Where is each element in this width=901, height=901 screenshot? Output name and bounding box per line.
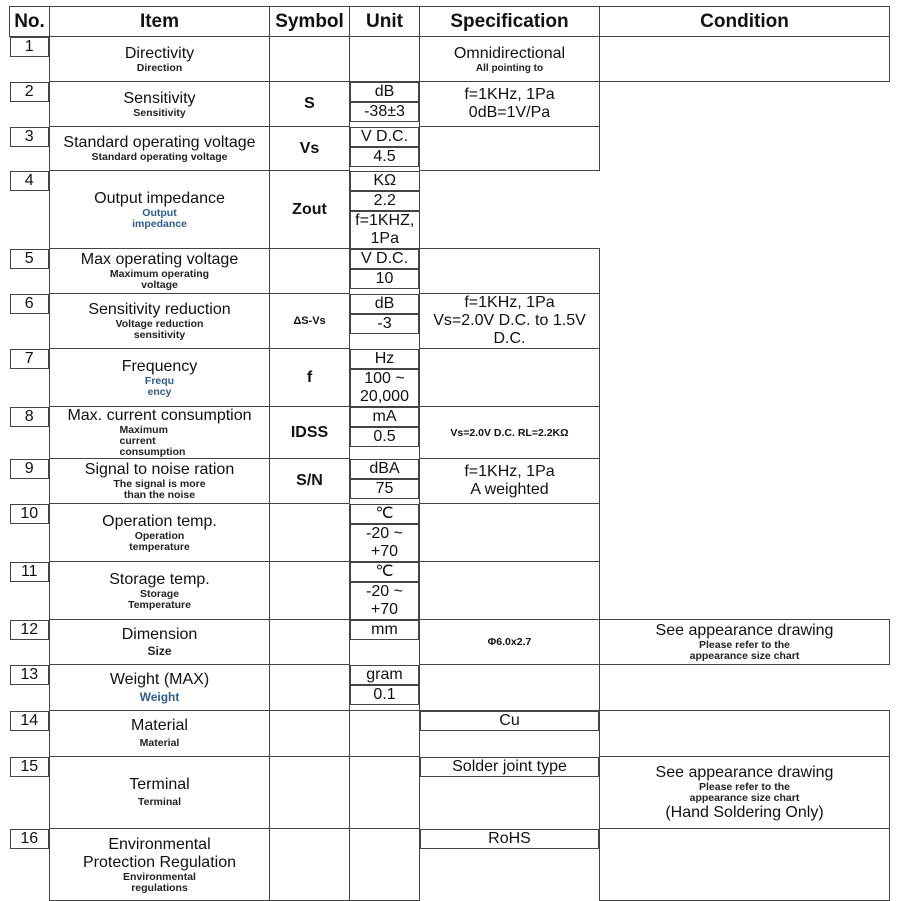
item-cell <box>50 459 270 504</box>
item-label: Sensitivity <box>123 89 196 107</box>
symbol-cell <box>270 504 350 562</box>
symbol-cell: f <box>270 349 350 407</box>
spec-cell: 100 ~ 20,000 <box>350 369 419 407</box>
condition-line-2: (Hand Soldering Only) <box>665 803 824 821</box>
condition-line-2: A weighted <box>470 481 549 498</box>
unit-cell: dB <box>350 82 419 102</box>
item-sub-label: Sensitivity <box>133 106 186 119</box>
condition-sub-label: Please refer to the appearance size chart <box>689 780 800 804</box>
item-label: Frequency <box>121 357 198 375</box>
item-label: Signal to noise ration <box>84 461 235 478</box>
table-row <box>10 562 890 620</box>
unit-cell: V D.C. <box>350 249 419 269</box>
symbol-cell: Zout <box>270 171 350 249</box>
item-sub-label: Direction <box>136 61 183 74</box>
condition-cell <box>600 757 890 829</box>
row-no: 3 <box>10 127 50 147</box>
item-sub-label: Weight <box>139 689 180 704</box>
condition-cell <box>420 665 600 711</box>
item-label: Directivity <box>124 44 195 62</box>
condition-cell <box>420 294 600 349</box>
item-label: Storage temp. <box>109 570 210 588</box>
condition-cell <box>420 349 600 407</box>
unit-cell: mm <box>350 620 419 640</box>
item-sub-label: Environmental regulations <box>123 870 196 894</box>
item-sub-label: Frequ ency <box>144 374 175 398</box>
spec-cell: RoHS <box>420 829 599 849</box>
item-sub-label: Output impedance <box>132 206 187 230</box>
symbol-cell <box>270 829 350 901</box>
specification-table <box>9 6 890 901</box>
item-cell <box>50 620 270 665</box>
condition-cell <box>420 249 600 294</box>
condition-cell <box>420 127 600 171</box>
item-cell <box>50 294 270 349</box>
header-specification: Specification <box>420 7 600 37</box>
table-row <box>10 620 890 665</box>
item-sub-label: Material <box>139 736 180 749</box>
item-label: Max. current consumption <box>67 407 252 424</box>
item-cell <box>50 504 270 562</box>
symbol-cell: Vs <box>270 127 350 171</box>
condition-sub-label: Please refer to the appearance size chart <box>689 639 800 662</box>
table-row <box>10 171 890 249</box>
item-cell <box>50 349 270 407</box>
row-no: 14 <box>10 711 50 731</box>
spec-cell: -20 ~ +70 <box>350 582 419 620</box>
item-cell <box>50 665 270 711</box>
spec-cell: 10 <box>350 269 419 289</box>
header-condition: Condition <box>600 7 890 37</box>
item-sub-label: Standard operating voltage <box>91 152 228 163</box>
table-row <box>10 829 890 901</box>
item-cell <box>50 757 270 829</box>
item-cell <box>50 829 270 901</box>
item-cell <box>50 407 270 459</box>
unit-cell: mA <box>350 407 419 427</box>
item-sub-label: Terminal <box>138 795 181 808</box>
symbol-cell <box>270 249 350 294</box>
row-no: 7 <box>10 349 50 369</box>
table-row <box>10 665 890 711</box>
table-row <box>10 407 890 459</box>
item-cell <box>50 82 270 127</box>
item-cell <box>50 171 270 249</box>
symbol-cell <box>270 37 350 82</box>
item-label: Output impedance <box>94 189 225 207</box>
spec-cell: Solder joint type <box>420 757 599 777</box>
unit-cell <box>350 757 420 829</box>
condition-cell <box>420 562 600 620</box>
item-cell <box>50 249 270 294</box>
condition-cell: Vs=2.0V D.C. RL=2.2KΩ <box>420 407 600 459</box>
symbol-cell: S <box>270 82 350 127</box>
table-row <box>10 294 890 349</box>
row-no: 1 <box>10 37 50 57</box>
spec-cell: -38±3 <box>350 102 419 122</box>
condition-line-1: See appearance drawing <box>655 622 834 639</box>
row-no: 12 <box>10 620 50 640</box>
item-label: Operation temp. <box>102 512 217 530</box>
row-no: 2 <box>10 82 50 102</box>
spec-value: Omnidirectional <box>453 44 566 62</box>
symbol-cell: S/N <box>270 459 350 504</box>
table-row <box>10 711 890 757</box>
header-unit: Unit <box>350 7 420 37</box>
condition-cell <box>600 711 890 757</box>
symbol-cell <box>270 757 350 829</box>
condition-cell <box>600 829 890 901</box>
condition-cell <box>420 504 600 562</box>
unit-cell <box>350 37 420 82</box>
table-row <box>10 249 890 294</box>
item-sub-label: Maximum operating voltage <box>109 268 210 291</box>
table-row <box>10 37 890 82</box>
spec-cell: 0.1 <box>350 685 419 705</box>
symbol-cell <box>270 665 350 711</box>
condition-cell <box>420 82 600 127</box>
table-row <box>10 82 890 127</box>
item-label: Sensitivity reduction <box>88 301 231 318</box>
spec-sub-label: All pointing to <box>475 62 544 74</box>
item-cell <box>50 37 270 82</box>
item-label: Max operating voltage <box>80 251 239 268</box>
spec-cell: 2.2 <box>350 191 420 211</box>
item-cell <box>50 711 270 757</box>
row-no: 15 <box>10 757 50 777</box>
row-no: 11 <box>10 562 50 582</box>
item-sub-label: Size <box>147 644 172 658</box>
item-label: Dimension <box>121 626 198 643</box>
item-cell <box>50 127 270 171</box>
spec-cell: 4.5 <box>350 147 419 167</box>
item-sub-label: Voltage reduction sensitivity <box>115 318 204 341</box>
item-sub-label: Operation temperature <box>129 529 190 553</box>
item-sub-label: The signal is more than the noise <box>113 478 206 501</box>
row-no: 9 <box>10 459 50 479</box>
row-no: 4 <box>10 171 50 191</box>
spec-cell: -20 ~ +70 <box>350 524 419 562</box>
row-no: 5 <box>10 249 50 269</box>
spec-cell: -3 <box>350 314 419 334</box>
symbol-cell <box>270 620 350 665</box>
item-label: Standard operating voltage <box>63 134 256 151</box>
spec-cell: Cu <box>420 711 599 731</box>
item-label: Terminal <box>129 775 190 793</box>
item-sub-label: Maximum current consumption <box>119 424 186 458</box>
unit-cell: V D.C. <box>350 127 419 147</box>
condition-line-1: f=1KHz, 1Pa <box>464 294 555 311</box>
condition-line-1: f=1KHz, 1Pa <box>464 463 555 480</box>
row-no: 13 <box>10 665 50 685</box>
table-row <box>10 504 890 562</box>
unit-cell: Hz <box>350 349 419 369</box>
table-row <box>10 757 890 829</box>
row-no: 8 <box>10 407 50 427</box>
item-label: Weight (MAX) <box>109 670 210 688</box>
unit-cell: dB <box>350 294 419 314</box>
unit-cell <box>350 829 420 901</box>
symbol-cell: ΔS-Vs <box>270 294 350 349</box>
unit-cell: gram <box>350 665 419 685</box>
condition-line-1: f=1KHz, 1Pa <box>464 86 555 103</box>
spec-cell <box>420 37 600 82</box>
condition-line-1: See appearance drawing <box>655 763 834 781</box>
header-item: Item <box>50 7 270 37</box>
item-label: Material <box>131 716 188 734</box>
condition-line-2: 0dB=1V/Pa <box>468 104 551 121</box>
condition-line-2: Vs=2.0V D.C. to 1.5V D.C. <box>433 312 586 347</box>
row-no: 6 <box>10 294 50 314</box>
condition-cell <box>600 37 890 82</box>
spec-cell: 0.5 <box>350 427 419 447</box>
item-label: Environmental Protection Regulation <box>83 835 236 871</box>
symbol-cell: IDSS <box>270 407 350 459</box>
table-row <box>10 459 890 504</box>
unit-cell: ℃ <box>350 504 419 524</box>
header-symbol: Symbol <box>270 7 350 37</box>
symbol-cell <box>270 711 350 757</box>
header-no: No. <box>10 7 50 37</box>
unit-cell <box>350 711 420 757</box>
spec-cell: 75 <box>350 479 419 499</box>
table-row <box>10 127 890 171</box>
item-cell <box>50 562 270 620</box>
table-row <box>10 349 890 407</box>
unit-cell: ℃ <box>350 562 419 582</box>
condition-cell <box>420 459 600 504</box>
condition-cell: f=1KHZ, 1Pa <box>350 211 420 249</box>
condition-cell <box>600 620 890 665</box>
row-no: 10 <box>10 504 50 524</box>
header-row <box>10 7 890 37</box>
row-no: 16 <box>10 829 50 849</box>
symbol-cell <box>270 562 350 620</box>
unit-cell: KΩ <box>350 171 420 191</box>
unit-cell: dBA <box>350 459 419 479</box>
spec-cell: Φ6.0x2.7 <box>420 620 600 665</box>
item-sub-label: Storage Temperature <box>128 587 191 611</box>
